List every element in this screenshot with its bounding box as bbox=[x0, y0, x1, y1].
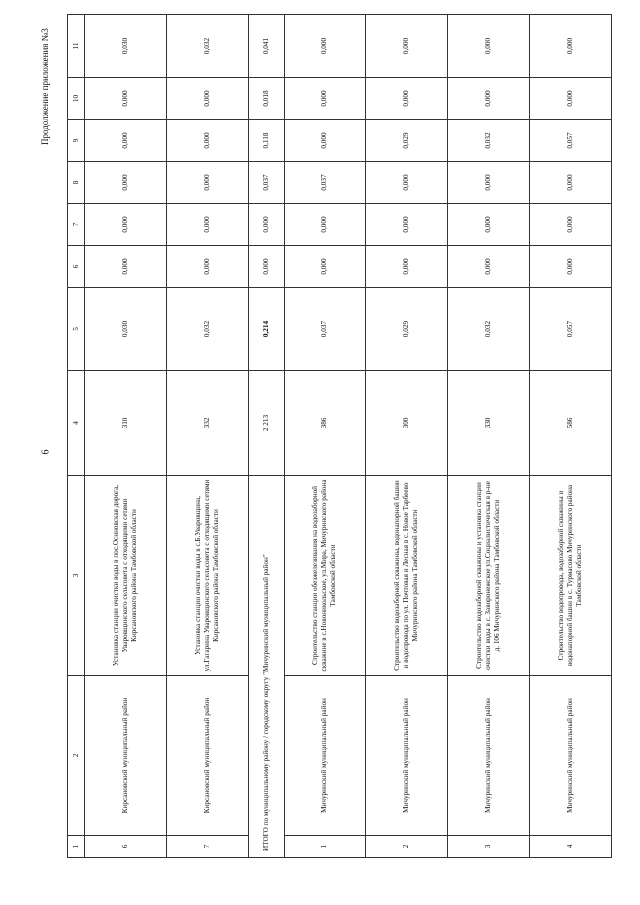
total-value: 0,000 bbox=[248, 246, 284, 288]
value-cell: 0,000 bbox=[85, 162, 167, 204]
value-cell: 0,057 bbox=[530, 120, 612, 162]
value-cell: 0,000 bbox=[366, 15, 448, 78]
header-cell: 6 bbox=[68, 246, 85, 288]
header-cell: 2 bbox=[68, 676, 85, 836]
total-value: 0,000 bbox=[248, 204, 284, 246]
value-cell: 332 bbox=[166, 371, 248, 476]
value-cell: 0,029 bbox=[366, 288, 448, 371]
header-cell: 7 bbox=[68, 204, 85, 246]
value-cell: 0,037 bbox=[284, 162, 366, 204]
table-row bbox=[166, 15, 248, 858]
object-cell: Установка станции очистки воды в с.Б.Уваровщина, ул.Гагарина Уваровщинского сельсовета с отходящими сетями Кирсановского района Тамбовской области bbox=[166, 476, 248, 676]
total-value: 0,214 bbox=[248, 288, 284, 371]
row-number: 7 bbox=[166, 836, 248, 858]
object-cell: Строительство водопровода, водозаборной скважины и водонапорной башни в с. Турмасово Мичуринского района Тамбовской области bbox=[530, 476, 612, 676]
object-cell: Строительство водозаборной скважины, водонапорной башни и водопровода по ул. Почтовая и Лесная в с. Новое Тарбеево Мичуринского района Тамбовской области bbox=[366, 476, 448, 676]
value-cell: 0,000 bbox=[85, 204, 167, 246]
value-cell: 0,000 bbox=[85, 246, 167, 288]
value-cell: 0,030 bbox=[85, 288, 167, 371]
header-row bbox=[68, 15, 85, 858]
row-number: 4 bbox=[530, 836, 612, 858]
value-cell: 0,000 bbox=[284, 120, 366, 162]
header-cell: 11 bbox=[68, 15, 85, 78]
value-cell: 0,000 bbox=[284, 246, 366, 288]
object-cell: Установка станции очистки воды в пос.Осиновская дорога, Уваровщинского сельсовета с отходящими сетями Кирсановского района Тамбовской области bbox=[85, 476, 167, 676]
value-cell: 0,000 bbox=[448, 78, 530, 120]
value-cell: 0,000 bbox=[284, 204, 366, 246]
value-cell: 0,000 bbox=[448, 204, 530, 246]
value-cell: 0,032 bbox=[166, 288, 248, 371]
header-cell: 4 bbox=[68, 371, 85, 476]
row-number: 6 bbox=[85, 836, 167, 858]
value-cell: 0,000 bbox=[85, 78, 167, 120]
object-cell: Строительство станции обезжелезивания на водозаборной скважине в с.Новоникольское, ул.Мира, Мичуринского района Тамбовской области bbox=[284, 476, 366, 676]
value-cell: 0,037 bbox=[284, 288, 366, 371]
value-cell: 0,032 bbox=[448, 120, 530, 162]
value-cell: 0,000 bbox=[530, 162, 612, 204]
value-cell: 330 bbox=[448, 371, 530, 476]
value-cell: 0,030 bbox=[85, 15, 167, 78]
value-cell: 0,000 bbox=[284, 78, 366, 120]
value-cell: 0,000 bbox=[530, 204, 612, 246]
row-number: 2 bbox=[366, 836, 448, 858]
value-cell: 386 bbox=[284, 371, 366, 476]
value-cell: 0,000 bbox=[530, 78, 612, 120]
value-cell: 0,032 bbox=[448, 288, 530, 371]
value-cell: 0,000 bbox=[448, 15, 530, 78]
value-cell: 0,000 bbox=[166, 78, 248, 120]
district-cell: Мичуринский муниципальный район bbox=[448, 676, 530, 836]
total-value: 0,037 bbox=[248, 162, 284, 204]
value-cell: 0,000 bbox=[530, 246, 612, 288]
total-label: ИТОГО по муниципальному району / городскому округу "Мичуринский муниципальный район" bbox=[248, 476, 284, 858]
table-row bbox=[366, 15, 448, 858]
value-cell: 0,000 bbox=[448, 162, 530, 204]
table-row bbox=[85, 15, 167, 858]
value-cell: 586 bbox=[530, 371, 612, 476]
value-cell: 310 bbox=[85, 371, 167, 476]
table-row bbox=[448, 15, 530, 858]
value-cell: 0,000 bbox=[530, 15, 612, 78]
value-cell: 0,000 bbox=[366, 78, 448, 120]
value-cell: 0,000 bbox=[85, 120, 167, 162]
district-cell: Мичуринский муниципальный район bbox=[284, 676, 366, 836]
value-cell: 0,000 bbox=[366, 246, 448, 288]
table-row bbox=[530, 15, 612, 858]
continuation-note: Продолжение приложения №3 bbox=[40, 28, 50, 145]
value-cell: 0,032 bbox=[166, 15, 248, 78]
object-cell: Строительство водозаборной скважины и установка станции очистки воды в с. Заворонежское ул.Социалистическая в р-не д. 106 Мичуринского района Тамбовской области bbox=[448, 476, 530, 676]
value-cell: 0,000 bbox=[366, 162, 448, 204]
value-cell: 0,000 bbox=[166, 246, 248, 288]
total-value: 2 213 bbox=[248, 371, 284, 476]
district-cell: Мичуринский муниципальный район bbox=[530, 676, 612, 836]
value-cell: 0,000 bbox=[166, 162, 248, 204]
value-cell: 0,000 bbox=[166, 120, 248, 162]
value-cell: 0,000 bbox=[448, 246, 530, 288]
total-value: 0,018 bbox=[248, 78, 284, 120]
total-value: 0,041 bbox=[248, 15, 284, 78]
row-number: 3 bbox=[448, 836, 530, 858]
value-cell: 0,029 bbox=[366, 120, 448, 162]
district-cell: Кирсановский муниципальный район bbox=[85, 676, 167, 836]
header-cell: 3 bbox=[68, 476, 85, 676]
value-cell: 0,000 bbox=[166, 204, 248, 246]
total-value: 0,118 bbox=[248, 120, 284, 162]
row-number: 1 bbox=[284, 836, 366, 858]
header-cell: 8 bbox=[68, 162, 85, 204]
value-cell: 0,000 bbox=[366, 204, 448, 246]
data-table-container bbox=[67, 15, 612, 858]
page-number: 6 bbox=[40, 449, 52, 455]
value-cell: 0,000 bbox=[284, 15, 366, 78]
table-row bbox=[284, 15, 366, 858]
district-cell: Кирсановский муниципальный район bbox=[166, 676, 248, 836]
value-cell: 300 bbox=[366, 371, 448, 476]
header-cell: 9 bbox=[68, 120, 85, 162]
header-cell: 10 bbox=[68, 78, 85, 120]
district-cell: Мичуринский муниципальный район bbox=[366, 676, 448, 836]
header-cell: 5 bbox=[68, 288, 85, 371]
data-table bbox=[67, 14, 612, 858]
total-row bbox=[248, 15, 284, 858]
header-cell: 1 bbox=[68, 836, 85, 858]
value-cell: 0,057 bbox=[530, 288, 612, 371]
